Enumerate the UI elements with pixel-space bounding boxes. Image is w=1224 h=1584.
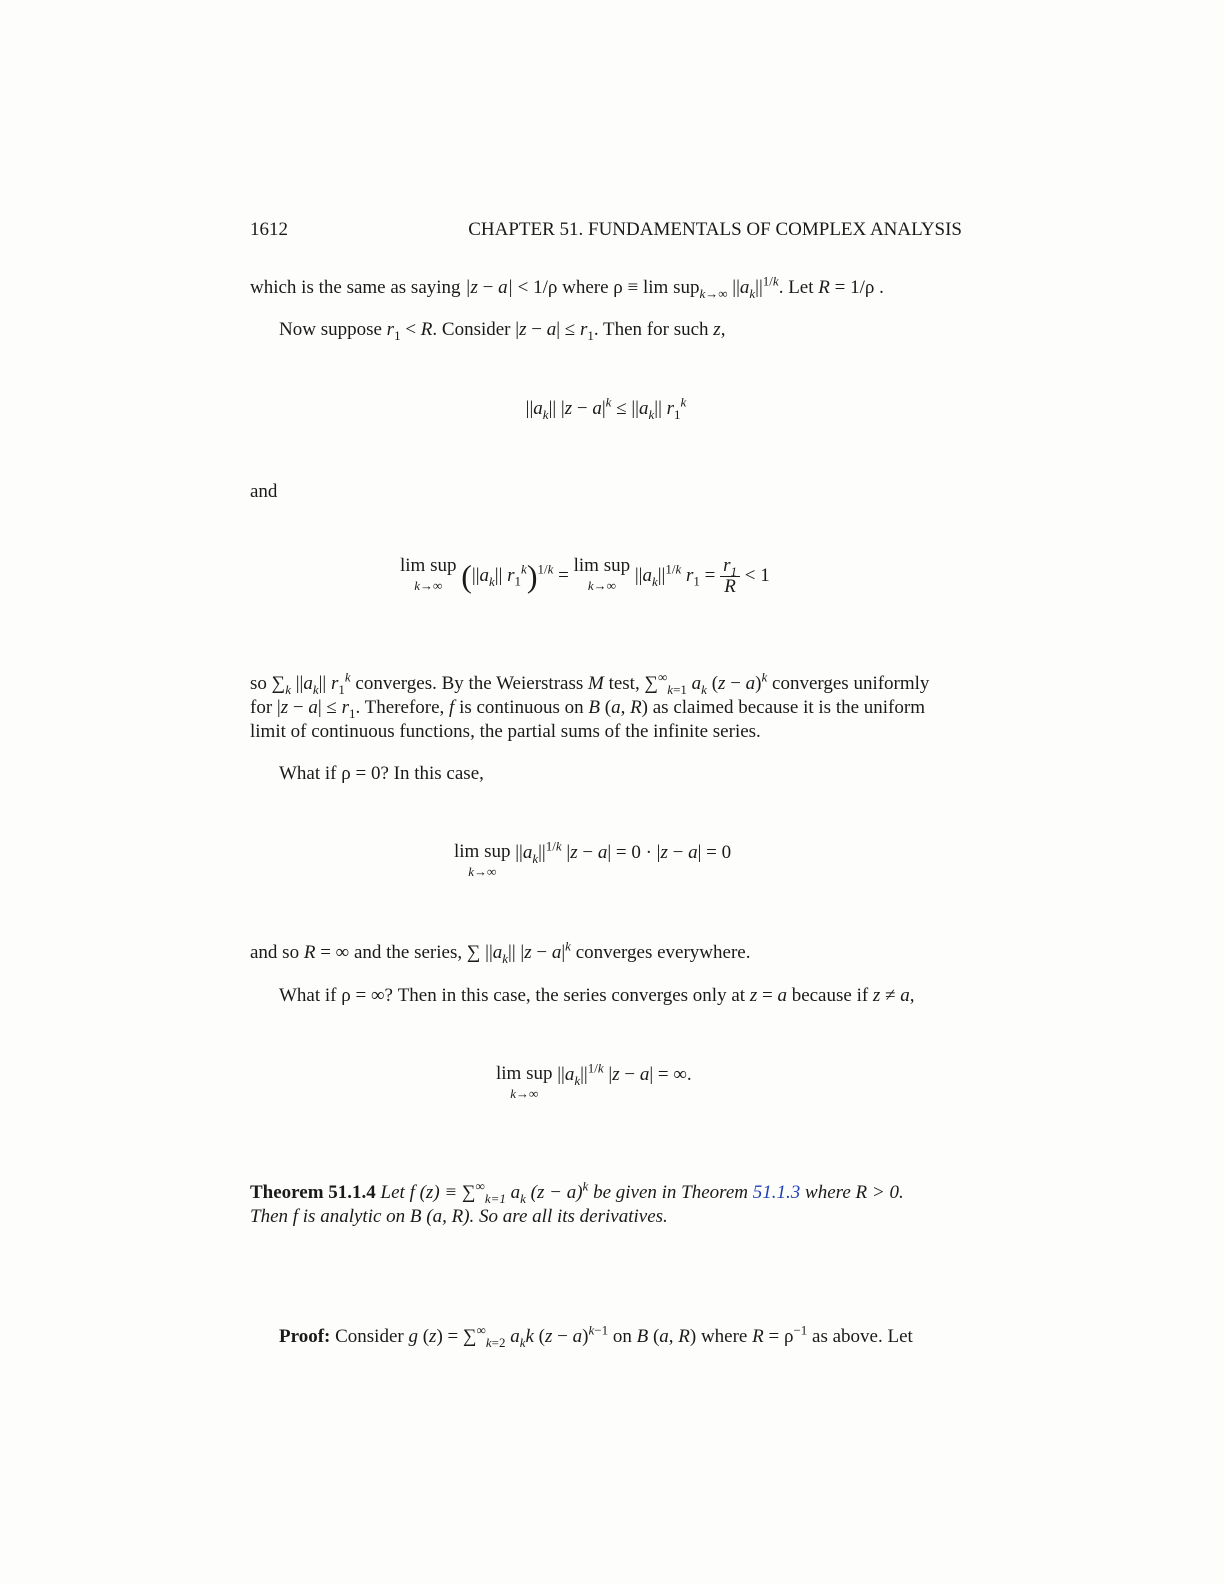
equation-zero-case: lim sup k→∞ $||a_k||^{1/k}$ |z − a| = 0 · |z − a| = 0	[454, 838, 732, 879]
proof-label: Proof:	[279, 1326, 331, 1347]
page-number: 1612	[250, 219, 288, 240]
theorem-label: Theorem 51.1.4	[250, 1182, 376, 1203]
paragraph-converges-everywhere: and so R = ∞ and the series, ∑ $||a_k||$ $|z - a|^k$ converges everywhere.	[250, 938, 751, 966]
equation-limsup-ratio: lim sup k→∞ ($||a_k||$ $r_1^k)^{1/k} = \lim$ sup k→∞ $||a_k||^{1/k}$ $r_1$ = $\frac{r_1}{R}$ < 1	[400, 555, 770, 597]
running-header	[250, 219, 962, 241]
paragraph-radius: which is the same as saying |z − a| < 1/ρ where ρ ≡ lim sup$_{k\to\infty}$ $||a_k||^{1/k}$. Let R = 1/ρ .	[250, 273, 884, 301]
paragraph-rho-infinite: What if ρ = ∞? Then in this case, the series converges only at z = a because if z ≠ a,	[279, 985, 915, 1006]
theorem-block: Theorem 51.1.4 Let f $(z) \equiv \sum^\infty_{k=1}$ $a_k$ $(z - a)^k$ be given in Theorem 51.1.3 where R > 0. Then f is analytic on B (a, R). So are all its derivatives.	[250, 1178, 904, 1227]
chapter-title: CHAPTER 51. FUNDAMENTALS OF COMPLEX ANALYSIS	[468, 219, 962, 240]
theorem-reference-link[interactable]: 51.1.3	[752, 1182, 801, 1203]
connector-and: and	[250, 481, 278, 502]
proof-start: Proof: Consider g $(z) = \sum^\infty_{k=2}$ $a_kk$ $(z - a)^{k-1}$ on B (a, R) where $R = \rho^{-1}$ as above. Let	[279, 1322, 913, 1350]
paragraph-weierstrass: so $\sum_k$ $||a_k||$ $r_1^k$ converges. By the Weierstrass M test, $\sum^\infty_{k=1}$ $a_k$ $(z - a)^k$ converges uniformly for $|z - a| \le r_1$. Therefore, f is continuous on B (a, R) as claimed because it is the uniform limit of continuous functions, the partial sums of the infinite series.	[250, 669, 930, 742]
equation-bound: $||a_k||$ $|z - a|^k \le ||a_k||$ $r_1^k$	[525, 394, 687, 422]
equation-infinite-case: lim sup k→∞ $||a_k||^{1/k}$ |z − a| = ∞.	[496, 1060, 692, 1101]
paragraph-rho-zero: What if ρ = 0? In this case,	[279, 763, 484, 784]
paragraph-suppose: Now suppose $r_1 < R$. Consider $|z - a| \le r_1$. Then for such z,	[279, 319, 726, 343]
